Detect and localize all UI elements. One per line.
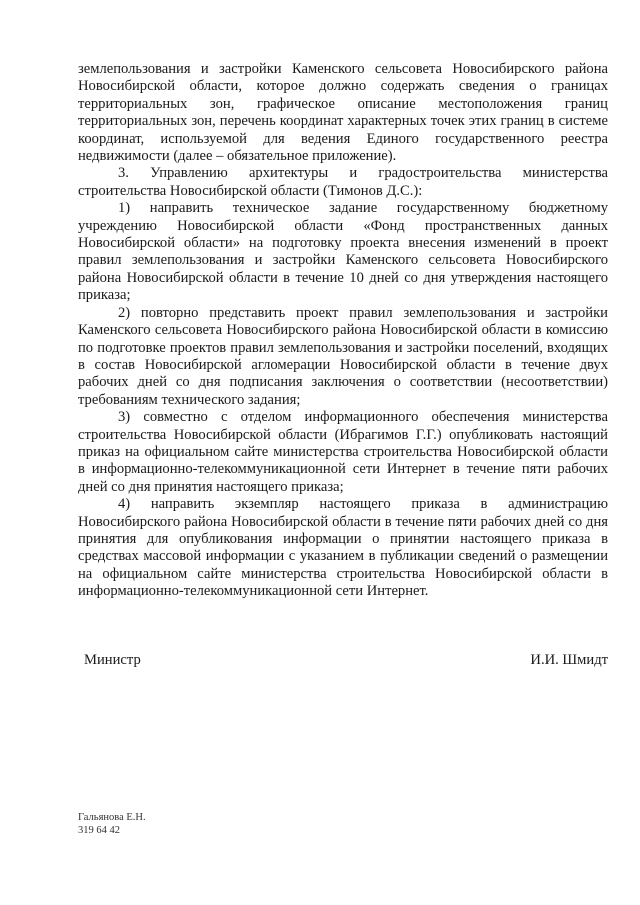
- signatory-position: Министр: [84, 652, 141, 668]
- executor-phone: 319 64 42: [78, 824, 120, 836]
- paragraph-subitem-3: 3) совместно с отделом информационного обеспечения министерства строительства Новосибирской области (Ибрагимов Г.Г.) опубликовать настоящий приказ на официальном сайте министерства строительства Новосибирской области в информационно-телекоммуникационной сети Интернет в течение пяти рабочих дней со дня принятия настоящего приказа;: [78, 409, 608, 495]
- executor-block: [78, 812, 146, 837]
- paragraph-subitem-1: 1) направить техническое задание государственному бюджетному учреждению Новосибирской области «Фонд пространственных данных Новосибирской области» на подготовку проекта внесения изменений в проект правил землепользования и застройки Каменского сельсовета Новосибирского района Новосибирской области в течение 10 дней со дня утверждения настоящего приказа;: [78, 200, 608, 304]
- paragraph-subitem-4: 4) направить экземпляр настоящего приказа в администрацию Новосибирского района Новосибирской области в течение пяти рабочих дней со дня принятия для опубликования информации о принятии настоящего приказа в средствах массовой информации с указанием в публикации сведений о размещении на официальном сайте министерства строительства Новосибирской области в информационно-телекоммуникационной сети Интернет.: [78, 496, 608, 600]
- signatory-name: И.И. Шмидт: [530, 652, 608, 668]
- executor-name: Гальянова Е.Н.: [78, 812, 146, 823]
- paragraph-continuation: землепользования и застройки Каменского сельсовета Новосибирского района Новосибирской области, которое должно содержать сведения о границах территориальных зон, графическое описание местоположения границ территориальных зон, перечень координат характерных точек этих границ в системе координат, используемой для ведения Единого государственного реестра недвижимости (далее – обязательное приложение).: [78, 61, 608, 165]
- signature-block: [84, 651, 608, 669]
- document-body: [78, 61, 608, 601]
- paragraph-item-3: 3. Управлению архитектуры и градостроительства министерства строительства Новосибирской области (Тимонов Д.С.):: [78, 165, 608, 199]
- paragraph-subitem-2: 2) повторно представить проект правил землепользования и застройки Каменского сельсовета Новосибирского района Новосибирской области в комиссию по подготовке проектов правил землепользования и застройки поселений, входящих в состав Новосибирской агломерации Новосибирской области в течение двух рабочих дней со дня подписания заключения о соответствии (несоответствии) требованиям технического задания;: [78, 304, 608, 408]
